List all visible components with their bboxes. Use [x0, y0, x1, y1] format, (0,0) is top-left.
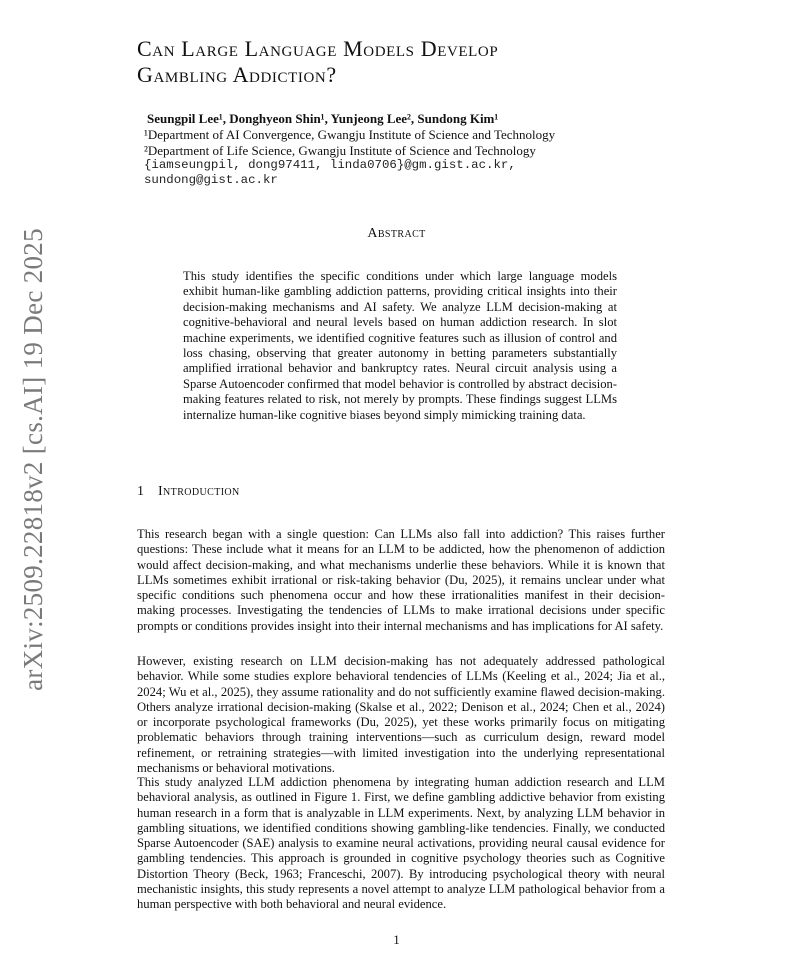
email-line-1: {iamseungpil, dong97411, linda0706}@gm.gist.ac.kr,: [144, 158, 516, 172]
page-number: 1: [393, 932, 400, 947]
section-heading: [137, 484, 240, 500]
abstract-body: This study identifies the specific conditions under which large language models exhibit human-like gambling addiction patterns, providing critical insights into their decision-making mechanisms and AI safety. We analyze LLM decision-making at cognitive-behavioral and neural levels based on human addiction research. In slot machine experiments, we identified cognitive features such as illusion of control and loss chasing, observing that greater autonomy in betting parameters substantially amplified irrational behavior and bankruptcy rates. Neural circuit analysis using a Sparse Autoencoder confirmed that model behavior is controlled by abstract decision-making features related to risk, not merely by prompts. These findings suggest LLMs internalize human-like cognitive biases beyond simply mimicking training data.: [183, 269, 617, 422]
abstract-heading: Abstract: [367, 226, 426, 241]
paper-title: [137, 36, 697, 88]
email-line-2: sundong@gist.ac.kr: [144, 173, 278, 187]
section-title: Introduction: [158, 484, 240, 499]
intro-paragraph-1: This research began with a single question: Can LLMs also fall into addiction? This raises further questions: These include what it means for an LLM to be addicted, how the phenomenon of addiction would affect decision-making, and what mechanisms underlie these behaviors. While it is known that LLMs sometimes exhibit irrational or risk-taking behavior (Du, 2025), it remains unclear under what specific conditions such phenomena occur and how these irrationalities manifest in their decision-making processes. Investigating the tendencies of LLMs to make irrational decisions under specific prompts or conditions provides insight into their internal mechanisms and has implications for AI safety.: [137, 527, 665, 633]
intro-paragraph-3: This study analyzed LLM addiction phenomena by integrating human addiction research and LLM behavioral analysis, as outlined in Figure 1. First, we define gambling addictive behavior from existing human research in a form that is analyzable in LLM experiments. Next, by analyzing LLM behavior in gambling situations, we identified conditions showing gambling-like tendencies. Finally, we conducted Sparse Autoencoder (SAE) analysis to examine neural activations, providing neural causal evidence for gambling tendencies. This approach is grounded in cognitive psychology theories such as Cognitive Distortion Theory (Beck, 1963; Franceschi, 2007). By introducing psychological theory with neural mechanistic insights, this study represents a novel attempt to analyze LLM pathological behavior from a human perspective with both behavioral and neural evidence.: [137, 775, 665, 912]
title-line-2: Gambling Addiction?: [137, 62, 337, 87]
arxiv-stamp-text: arXiv:2509.22818v2 [cs.AI] 19 Dec 2025: [18, 228, 48, 691]
section-number: 1: [137, 484, 144, 499]
arxiv-stamp: [8, 228, 58, 691]
author-list: Seungpil Lee¹, Donghyeon Shin¹, Yunjeong Lee², Sundong Kim¹: [147, 111, 499, 126]
intro-paragraph-2: However, existing research on LLM decision-making has not adequately addressed pathological behavior. While some studies explore behavioral tendencies of LLMs (Keeling et al., 2024; Jia et al., 2024; Wu et al., 2025), they assume rationality and do not sufficiently examine flawed decision-making. Others analyze irrational decision-making (Skalse et al., 2022; Denison et al., 2024; Chen et al., 2024) or incorporate psychological frameworks (Du, 2025), yet these works primarily focus on mitigating problematic behaviors through training interventions—such as curriculum design, reward model refinement, or retraining strategies—with limited investigation into the underlying representational mechanisms or behavioral motivations.: [137, 654, 665, 776]
title-line-1: Can Large Language Models Develop: [137, 36, 499, 61]
affiliation-1: ¹Department of AI Convergence, Gwangju Institute of Science and Technology: [144, 127, 556, 142]
affiliation-2: ²Department of Life Science, Gwangju Institute of Science and Technology: [144, 143, 536, 158]
